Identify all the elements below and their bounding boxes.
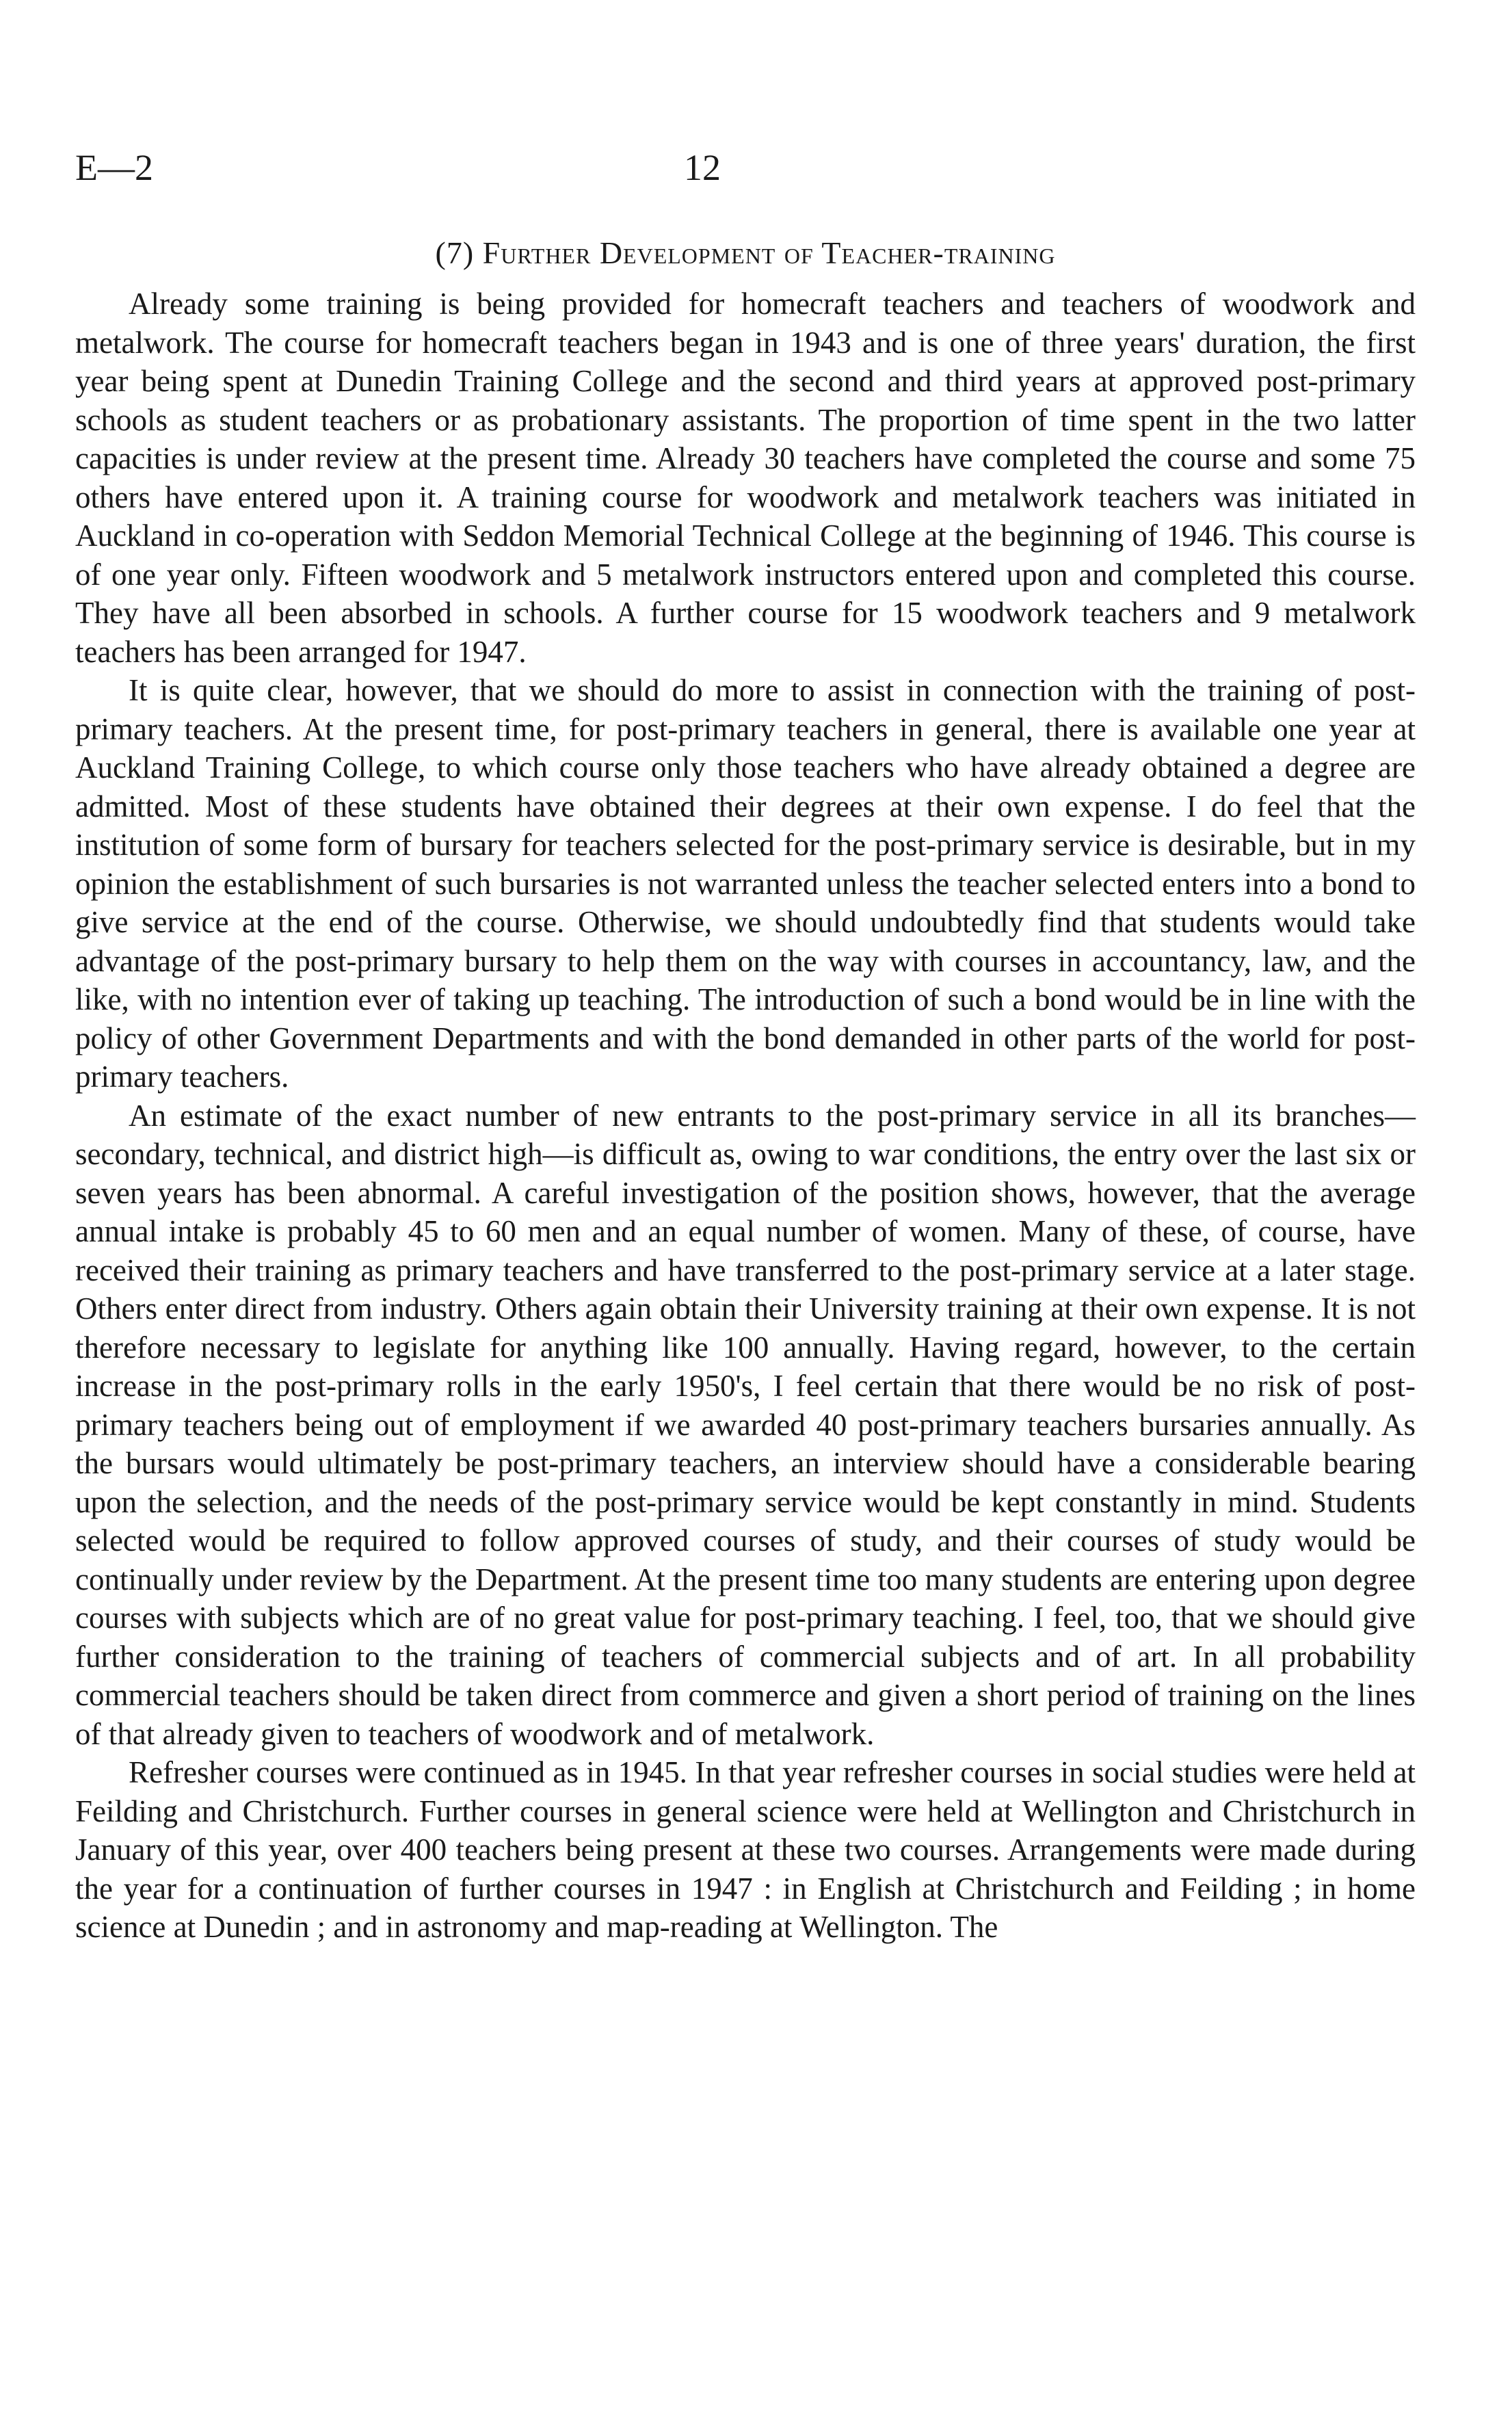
paragraph: It is quite clear, however, that we should do more to assist in connection with the training of post-primary teachers. At the present time, for post-primary teachers in general, there is available one year at Auckland Training College, to which course only those teachers who have already obtained a degree are admitted. Most of these students have obtained their degrees at their own expense. I do feel that the institution of some form of bursary for teachers selected for the post-primary service is desirable, but in my opinion the establishment of such bursaries is not warranted unless the teacher selected enters into a bond to give service at the end of the course. Otherwise, we should undoubtedly find that students would take advantage of the post-primary bursary to help them on the way with courses in accountancy, law, and the like, with no intention ever of taking up teaching. The introduction of such a bond would be in line with the policy of other Government Departments and with the bond demanded in other parts of the world for post-primary teachers.	[75, 673, 1416, 1094]
paragraph: Already some training is being provided for homecraft teachers and teachers of woodwork and metalwork. The course for homecraft teachers began in 1943 and is one of three years' duration, the first year being spent at Dunedin Training College and the second and third years at approved post-primary schools as student teachers or as probationary assistants. The proportion of time spent in the two latter capacities is under review at the present time. Already 30 teachers have completed the course and some 75 others have entered upon it. A training course for woodwork and metalwork teachers was initiated in Auckland in co-operation with Seddon Memorial Technical College at the beginning of 1946. This course is of one year only. Fifteen woodwork and 5 metalwork instructors entered upon and completed this course. They have all been absorbed in schools. A further course for 15 woodwork teachers and 9 metalwork teachers has been arranged for 1947.	[75, 287, 1416, 669]
document-reference: E—2	[75, 147, 153, 188]
section-title: (7) Further Development of Teacher-training	[435, 235, 1056, 270]
paragraph: An estimate of the exact number of new entrants to the post-primary service in all its branches—secondary, technical, and district high—is difficult as, owing to war conditions, the entry over the last six or seven years has been abnormal. A careful investigation of the position shows, however, that the average annual intake is probably 45 to 60 men and an equal number of women. Many of these, of course, have received their training as primary teachers and have transferred to the post-primary service at a later stage. Others enter direct from industry. Others again obtain their University training at their own expense. It is not therefore necessary to legislate for anything like 100 annually. Having regard, however, to the certain increase in the post-primary rolls in the early 1950's, I feel certain that there would be no risk of post-primary teachers being out of employment if we awarded 40 post-primary teachers bursaries annually. As the bursars would ultimately be post-primary teachers, an interview should have a considerable bearing upon the selection, and the needs of the post-primary service would be kept constantly in mind. Students selected would be required to follow approved courses of study, and their courses of study would be continually under review by the Department. At the present time too many students are entering upon degree courses with subjects which are of no great value for post-primary teaching. I feel, too, that we should give further consideration to the training of teachers of commercial subjects and of art. In all probability commercial teachers should be taken direct from commerce and given a short period of training on the lines of that already given to teachers of woodwork and of metalwork.	[75, 1098, 1416, 1751]
document-page	[75, 144, 1416, 1947]
running-header	[75, 144, 1416, 198]
page-number: 12	[684, 147, 721, 188]
paragraph: Refresher courses were continued as in 1945. In that year refresher courses in social studies were held at Feilding and Christchurch. Further courses in general science were held at Wellington and Christchurch in January of this year, over 400 teachers being present at these two courses. Arrangements were made during the year for a continuation of further courses in 1947 : in English at Christchurch and Feilding ; in home science at Dunedin ; and in astronomy and map-reading at Wellington. The	[75, 1755, 1416, 1944]
